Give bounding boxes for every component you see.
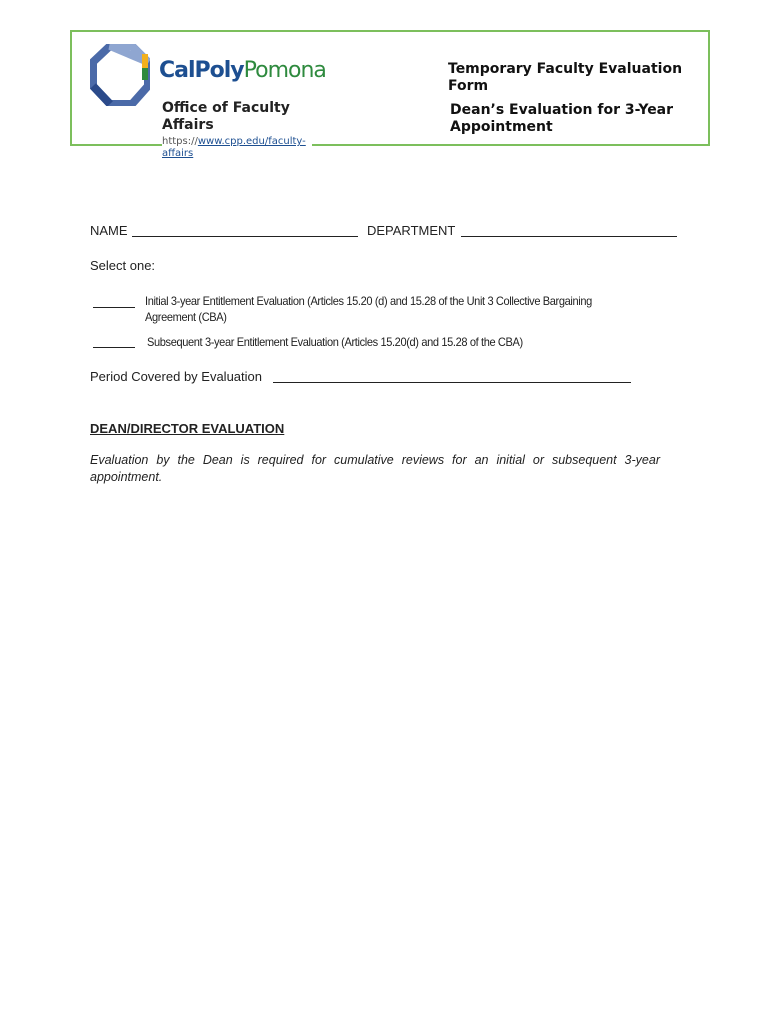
option-subsequent-text: Subsequent 3-year Entitlement Evaluation (Articles 15.20(d) and 15.28 of the CBA): [147, 335, 523, 349]
office-url: [162, 136, 312, 160]
option-subsequent-blank[interactable]: [93, 335, 135, 348]
office-url-link[interactable]: www.cpp.edu/faculty-affairs: [162, 136, 306, 159]
name-field[interactable]: [132, 224, 358, 237]
department-field[interactable]: [461, 224, 677, 237]
department-label: DEPARTMENT: [367, 223, 456, 238]
form-title: Temporary Faculty Evaluation Form: [448, 61, 683, 94]
brand-part-calpoly: CalPoly: [159, 58, 244, 83]
period-field[interactable]: [273, 370, 631, 383]
section-title: DEAN/DIRECTOR EVALUATION: [90, 421, 285, 436]
section-note: Evaluation by the Dean is required for cumulative reviews for an initial or subsequent 3-year appointment.: [90, 453, 660, 484]
brand-wordmark: [159, 58, 326, 83]
office-name: Office of Faculty Affairs: [162, 100, 290, 133]
select-one-label: Select one:: [90, 258, 156, 273]
option-initial-blank[interactable]: [93, 295, 135, 308]
name-label: NAME: [90, 223, 128, 238]
form-subtitle: Dean’s Evaluation for 3-Year Appointment: [450, 102, 674, 135]
cal-poly-pomona-octagon-logo: [90, 44, 150, 106]
period-label: Period Covered by Evaluation: [90, 369, 262, 384]
office-url-prefix: https://: [162, 136, 198, 147]
option-initial-text: Initial 3-year Entitlement Evaluation (Articles 15.20 (d) and 15.28 of the Unit 3 Collective Bargaining Agreement (CBA): [145, 294, 592, 324]
brand-part-pomona: Pomona: [243, 58, 326, 83]
